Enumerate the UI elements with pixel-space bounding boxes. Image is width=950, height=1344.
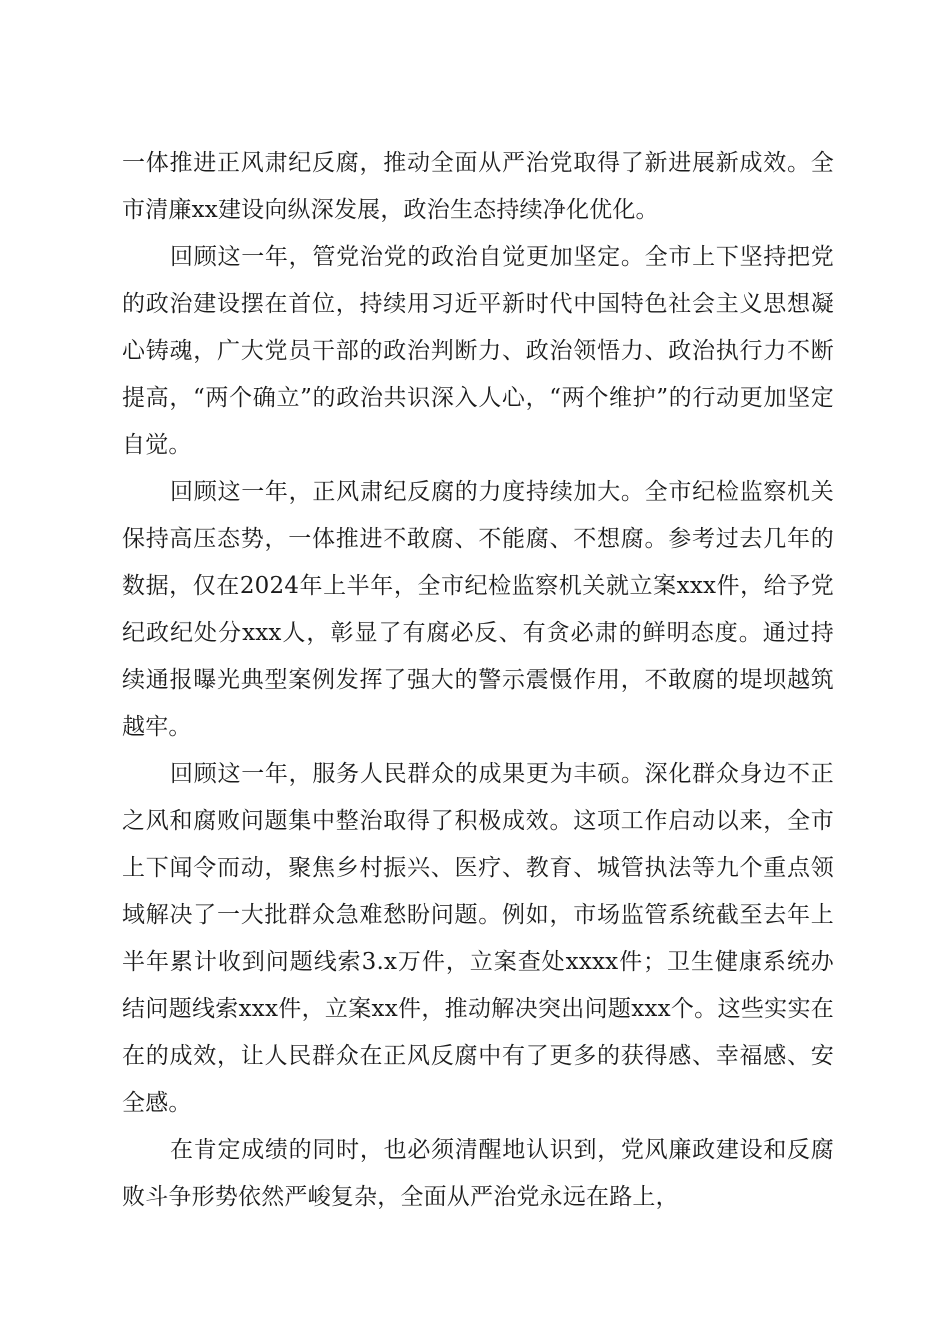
paragraph-continuation: 一体推进正风肃纪反腐，推动全面从严治党取得了新进展新成效。全市清廉xx建设向纵深发展，政治生态持续净化优化。 [122,150,834,223]
paragraph-challenges: 在肯定成绩的同时，也必须清醒地认识到，党风廉政建设和反腐败斗争形势依然严峻复杂，全面从严治党永远在路上， [122,1137,834,1210]
document-body [122,140,834,1221]
paragraph-serving-people: 回顾这一年，服务人民群众的成果更为丰硕。深化群众身边不正之风和腐败问题集中整治取得了积极成效。这项工作启动以来，全市上下闻令而动，聚焦乡村振兴、医疗、教育、城管执法等九个重点领域解决了一大批群众急难愁盼问题。例如，市场监管系统截至去年上半年累计收到问题线索3.x万件，立案查处xxxx件；卫生健康系统办结问题线索xxx件，立案xx件，推动解决突出问题xxx个。这些实实在在的成效，让人民群众在正风反腐中有了更多的获得感、幸福感、安全感。 [122,761,834,1116]
paragraph-political-awareness: 回顾这一年，管党治党的政治自觉更加坚定。全市上下坚持把党的政治建设摆在首位，持续用习近平新时代中国特色社会主义思想凝心铸魂，广大党员干部的政治判断力、政治领悟力、政治执行力不断提高，“两个确立”的政治共识深入人心，“两个维护”的行动更加坚定自觉。 [122,244,834,458]
paragraph-anti-corruption: 回顾这一年，正风肃纪反腐的力度持续加大。全市纪检监察机关保持高压态势，一体推进不敢腐、不能腐、不想腐。参考过去几年的数据，仅在2024年上半年，全市纪检监察机关就立案xxx件，给予党纪政纪处分xxx人，彰显了有腐必反、有贪必肃的鲜明态度。通过持续通报曝光典型案例发挥了强大的警示震慑作用，不敢腐的堤坝越筑越牢。 [122,479,834,740]
